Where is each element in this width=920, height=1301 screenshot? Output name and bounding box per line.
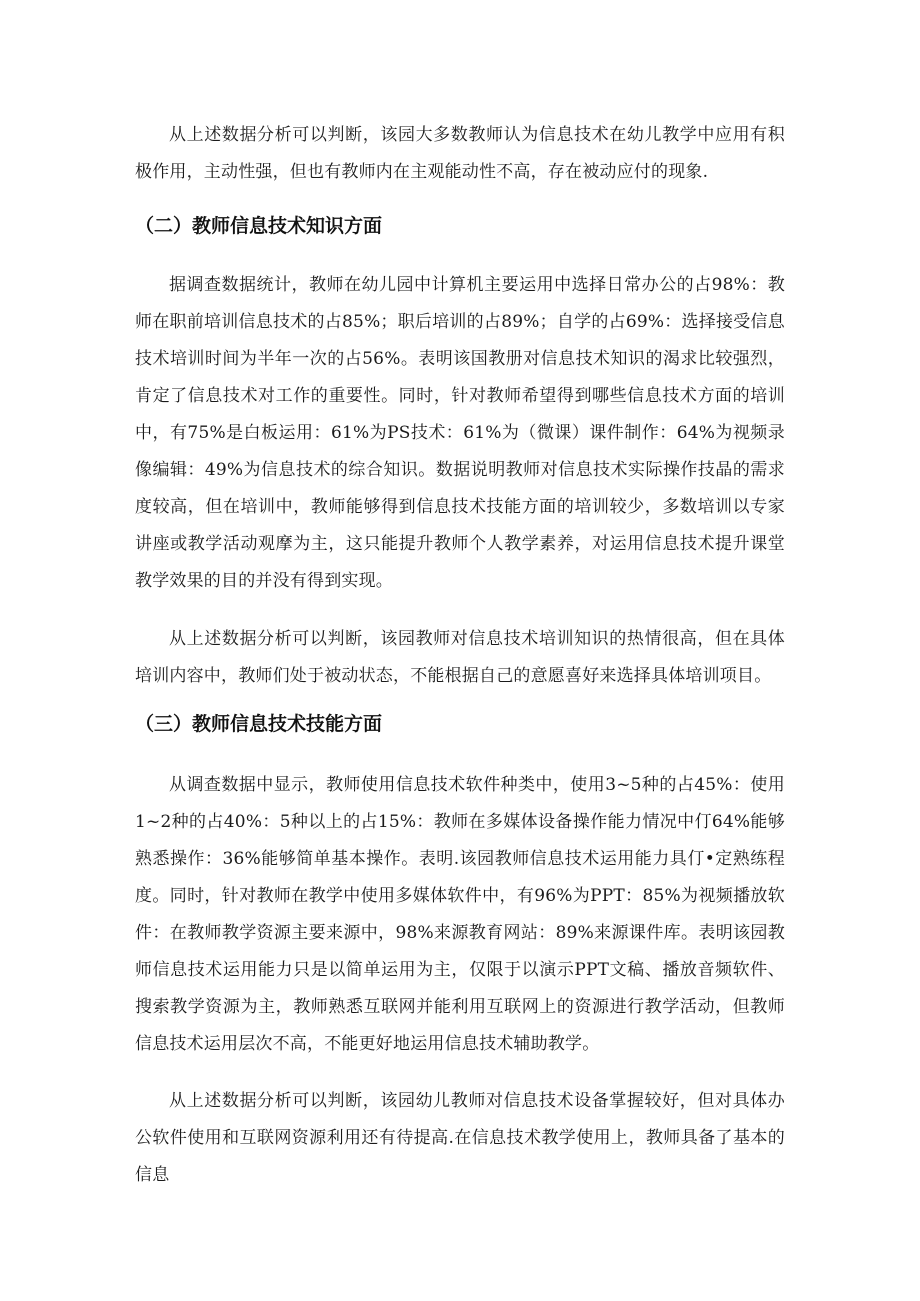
paragraph-conclusion-attitude: 从上述数据分析可以判断，该园大多数教师认为信息技术在幼儿教学中应用有积极作用，主动性强，但也有教师内在主观能动性不高，存在被动应付的现象. xyxy=(135,125,785,182)
section-heading-skills: （三）教师信息技术技能方面 xyxy=(135,713,383,735)
paragraph-knowledge-statistics: 据调查数据统计，教师在幼儿园中计算机主要运用中选择日常办公的占98%：教师在职前培训信息技术的占85%；职后培训的占89%；自学的占69%：选择接受信息技术培训时间为半年一次的占56%。表明该国教册对信息技术知识的渴求比较强烈，肯定了信息技术对工作的重要性。同时，针对教师希望得到哪些信息技术方面的培训中，有75%是白板运用：61%为PS技术：61%为（微课）课件制作：64%为视频录像编辑：49%为信息技术的综合知识。数据说明教师对信息技术实际操作技晶的需求度较高，但在培训中，教师能够得到信息技术技能方面的培训较少，多数培训以专家讲座或教学活动观摩为主，这只能提升教师个人教学素养，对运用信息技术提升课堂教学效果的目的并没有得到实现。 xyxy=(135,275,785,591)
section-heading-knowledge: （二）教师信息技术知识方面 xyxy=(135,215,383,237)
paragraph-conclusion-knowledge: 从上述数据分析可以判断，该园教师对信息技术培训知识的热情很高，但在具体培训内容中，教师们处于被动状态，不能根据自己的意愿喜好来选择具体培训项目。 xyxy=(135,629,785,686)
paragraph-conclusion-skills: 从上述数据分析可以判断，该园幼儿教师对信息技术设备掌握较好，但对具体办公软件使用和互联网资源利用还有待提高.在信息技术教学使用上，教师具备了基本的信息 xyxy=(135,1091,785,1185)
paragraph-skills-statistics: 从调查数据中显示，教师使用信息技术软件种类中，使用3~5种的占45%：使用1~2种的占40%：5种以上的占15%：教师在多媒体设备操作能力情况中仃64%能够熟悉操作：36%能够简单基本操作。表明.该园教师信息技术运用能力具仃•定熟练程度。同时，针对教师在教学中使用多媒体软件中，有96%为PPT：85%为视频播放软件：在教师教学资源主要来源中，98%来源教育网站：89%来源课件库。表明该园教师信息技术运用能力只是以简单运用为主，仅限于以演示PPT文稿、播放音频软件、搜索教学资源为主，教师熟悉互联网并能利用互联网上的资源进行教学活动，但教师信息技术运用层次不高，不能更好地运用信息技术辅助教学。 xyxy=(135,775,785,1054)
